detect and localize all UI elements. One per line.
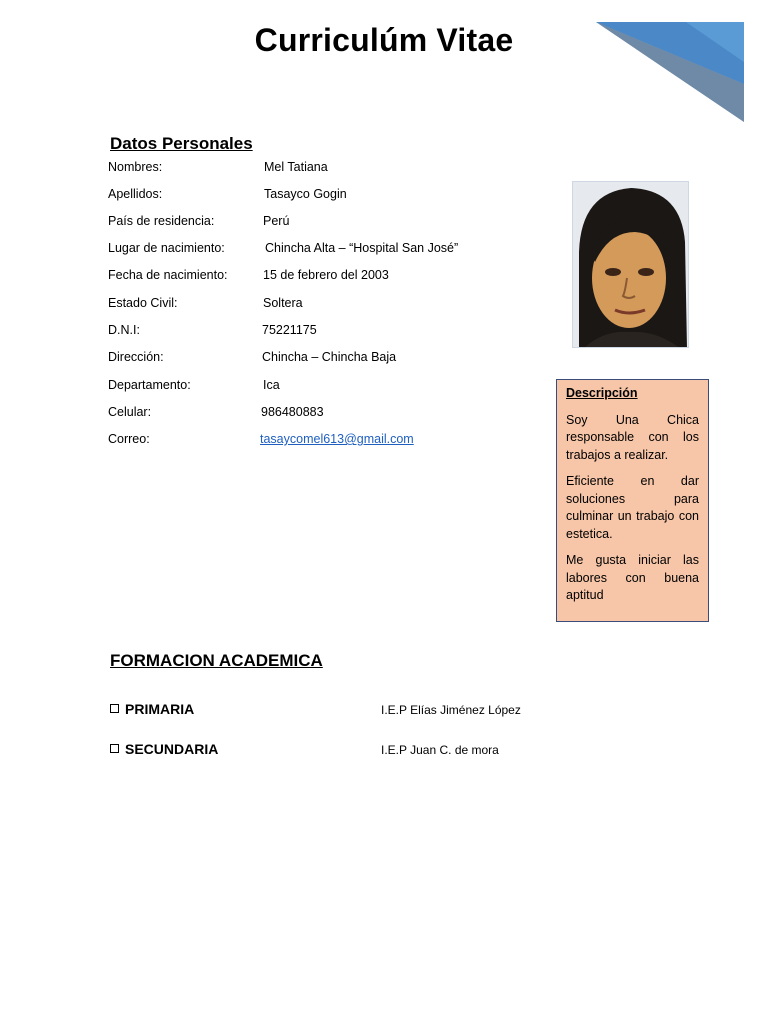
field-value: 15 de febrero del 2003	[263, 268, 389, 282]
personal-data-heading: Datos Personales	[110, 134, 253, 153]
field-label: Nombres:	[108, 160, 163, 174]
profile-photo	[572, 181, 689, 348]
description-box	[556, 379, 709, 622]
page-title: Curriculúm Vitae	[254, 22, 514, 58]
description-heading: Descripción	[566, 386, 638, 400]
checkbox-bullet-icon	[110, 704, 119, 713]
education-school: I.E.P Juan C. de mora	[381, 743, 499, 757]
education-level: PRIMARIA	[125, 701, 195, 717]
field-value: Chincha Alta – “Hospital San José”	[265, 241, 459, 255]
field-value: 75221175	[262, 323, 317, 337]
field-label: Fecha de nacimiento:	[108, 268, 228, 282]
field-label: Celular:	[108, 405, 152, 419]
education-school: I.E.P Elías Jiménez López	[381, 703, 521, 717]
field-label: Dirección:	[108, 350, 164, 364]
education-level: SECUNDARIA	[125, 741, 219, 757]
field-label: D.N.I:	[108, 323, 140, 337]
field-label: Estado Civil:	[108, 296, 178, 310]
field-label: País de residencia:	[108, 214, 215, 228]
description-paragraph: Eficiente en dar soluciones para culminar un trabajo con estetica.	[566, 474, 699, 541]
education-heading: FORMACION ACADEMICA	[110, 651, 323, 670]
field-value: Perú	[263, 214, 290, 228]
field-value: 986480883	[261, 405, 324, 419]
field-value: Chincha – Chincha Baja	[262, 350, 397, 364]
field-value: Ica	[263, 378, 280, 392]
field-label: Apellidos:	[108, 187, 163, 201]
portrait-illustration	[573, 182, 689, 348]
field-value: Tasayco Gogin	[264, 187, 347, 201]
field-label: Correo:	[108, 432, 150, 446]
field-value: Mel Tatiana	[264, 160, 328, 174]
email-link[interactable]: tasaycomel613@gmail.com	[260, 432, 414, 446]
field-value: Soltera	[263, 296, 303, 310]
description-paragraph: Me gusta iniciar las labores con buena aptitud	[566, 553, 699, 602]
field-label: Lugar de nacimiento:	[108, 241, 225, 255]
field-label: Departamento:	[108, 378, 191, 392]
description-paragraph: Soy Una Chica responsable con los trabajos a realizar.	[566, 412, 699, 462]
education-item-secondary	[110, 741, 218, 757]
checkbox-bullet-icon	[110, 744, 119, 753]
education-item-primary	[110, 701, 194, 717]
